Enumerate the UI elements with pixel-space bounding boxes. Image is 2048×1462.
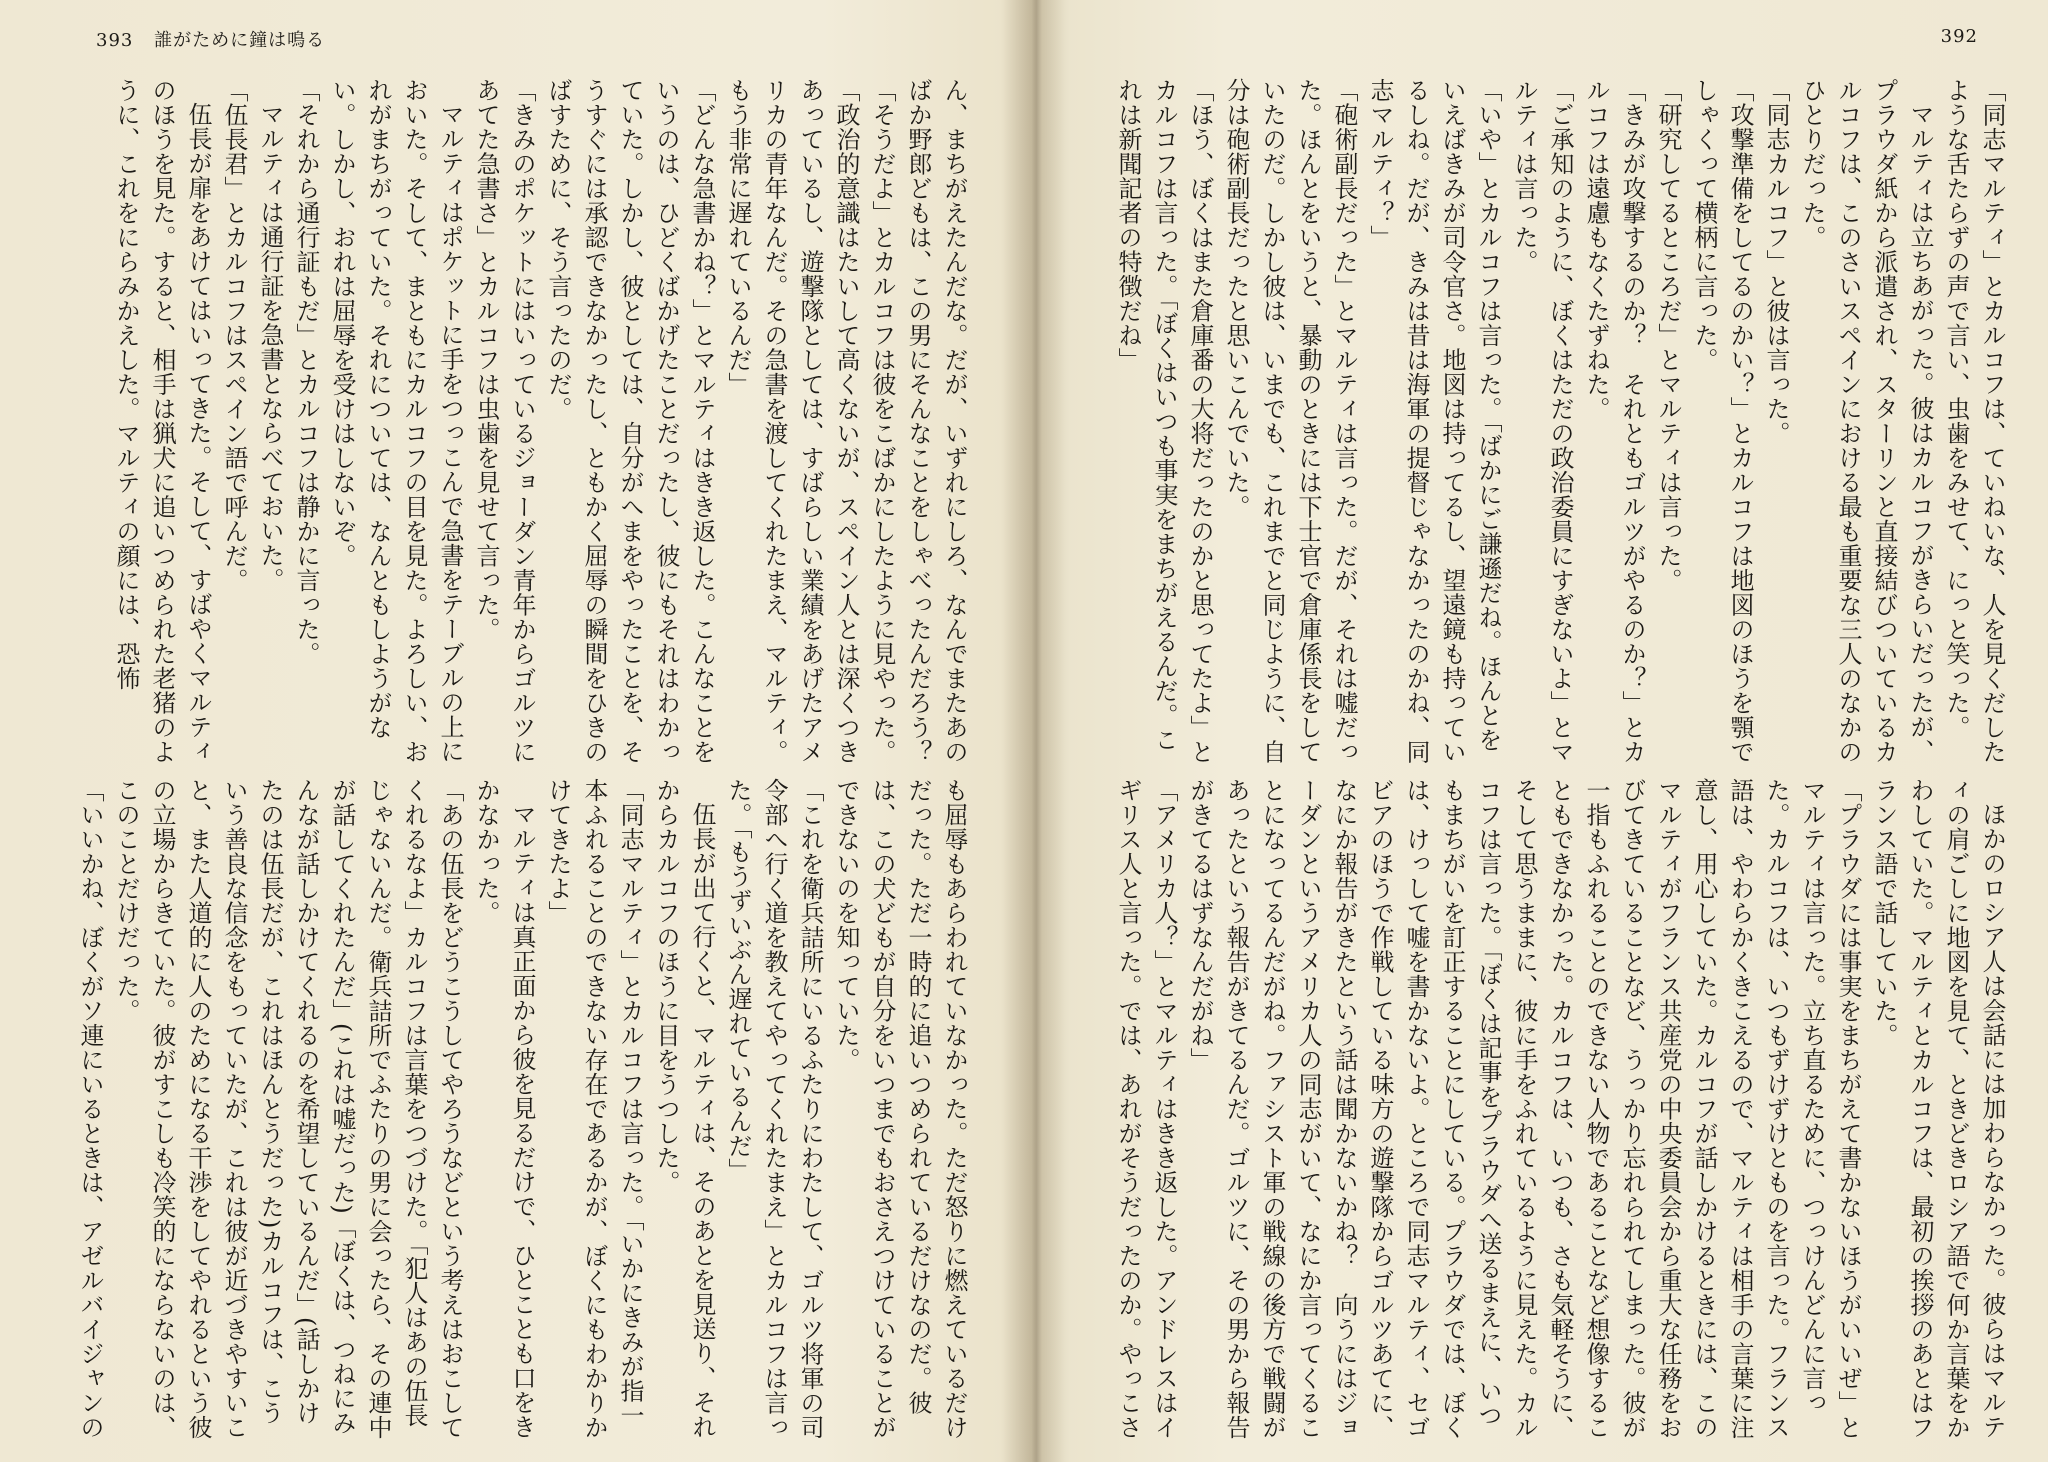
right-page-number: 392	[1940, 26, 1978, 47]
paragraph: マルティは立ちあがった。彼はカルコフがきらいだったが、プラウダ紙から派遣され、スターリンと直接結びついているカルコフは、このさいスペインにおける最も重要な三人のなかのひとりだった。	[1798, 78, 1934, 764]
left-page-lower-text	[70, 778, 972, 1440]
right-page	[1030, 0, 2048, 1462]
paragraph: 「いいかね、ぼくがソ連にいるときは、アゼルバイジャンの	[76, 778, 104, 1440]
paragraph: 「どんな急書かね？」とマルティはきき返した。こんなことをいうのは、ひどくばかげたことだったし、彼にもそれはわかっていた。しかし、彼としては、自分がへまをやったことを、そうすぐには承認できなかったし、ともかく屈辱の瞬間をひきのばすために、そう言ったのだ。	[544, 78, 716, 764]
paragraph: 「そうだよ」とカルコフは彼をこばかにしたように見やった。「政治的意識はたいして高くないが、スペイン人とは深くつきあっているし、遊撃隊としては、すばらしい業績をあげたアメリカの青年なんだ。その急書を渡してくれたまえ、マルティ。もう非常に遅れているんだ」	[724, 78, 896, 764]
paragraph: 「きみが攻撃するのか？ それともゴルツがやるのか？」とカルコフは遠慮もなくたずねた。	[1582, 78, 1646, 764]
running-title: 誰がために鐘は鳴る	[154, 30, 326, 51]
paragraph: 「あの伍長をどうこうしてやろうなどという考えはおこしてくれるなよ」カルコフは言葉をつづけた。「犯人はあの伍長じゃないんだ。衛兵詰所でふたりの男に会ったら、その連中が話してくれたんだ」(これは嘘だった)「ぼくは、つねにみんなが話しかけてくれるのを希望しているんだ」(話しかけたのは伍長だが、これはほんとうだった)カルコフは、こういう善良な信念をもっていたが、これは彼が近づきやすいこと、また人道的に人のためになる干渉をしてやれるという彼の立場からきていた。彼がすこしも冷笑的にならないのは、このことだけだった。	[112, 778, 464, 1440]
right-page-lower-text	[1072, 778, 2010, 1440]
paragraph: 「ご承知のように、ぼくはただの政治委員にすぎないよ」とマルティは言った。	[1510, 78, 1574, 764]
paragraph: 「それから通行証もだ」とカルコフは静かに言った。	[292, 78, 320, 666]
paragraph: 「きみのポケットにはいっているジョーダン青年からゴルツにあてた急書さ」とカルコフは虫歯を見せて言った。	[472, 78, 536, 764]
paragraph: 「これを衛兵詰所にいるふたりにわたして、ゴルツ将軍の司令部へ行く道を教えてやってくれたまえ」とカルコフは言った。「もうずいぶん遅れているんだ」	[724, 778, 824, 1440]
paragraph: 「伍長君」とカルコフはスペイン語で呼んだ。	[220, 78, 248, 593]
paragraph: 「同志カルコフ」と彼は言った。	[1762, 78, 1790, 446]
paragraph: 「研究してるところだ」とマルティは言った。	[1654, 78, 1682, 593]
paragraph: 「同志マルティ」とカルコフは、ていねいな、人を見くだしたような舌たらずの声で言い、虫歯をみせて、にっと笑った。	[1942, 78, 2006, 764]
paragraph: 「アメリカ人？」とマルティはきき返した。アンドレスはイギリス人と言った。では、あれがそうだったのか。やっこさ	[1114, 778, 1178, 1440]
left-page-upper-text	[70, 78, 972, 768]
right-page-upper-text	[1072, 78, 2010, 768]
paragraph: 「いや」とカルコフは言った。「ばかにご謙遜だね。ほんとをいえばきみが司令官さ。地図は持ってるし、望遠鏡も持っているしね。だが、きみは昔は海軍の提督じゃなかったのかね、同志マルティ？」	[1366, 78, 1502, 764]
left-page-header	[96, 26, 325, 52]
paragraph: 伍長が扉をあけてはいってきた。そして、すばやくマルティのほうを見た。すると、相手は猟犬に追いつめられた老猪のように、これをにらみかえした。マルティの顔には、恐怖	[112, 78, 212, 764]
left-page-number: 393	[96, 30, 134, 51]
paragraph: 「プラウダには事実をまちがえて書かないほうがいいぜ」とマルティは言った。立ち直るために、つっけんどんに言った。カルコフは、いつもずけずけとものを言った。フランス語は、やわらかくきこえるので、マルティは相手の言葉に注意し、用心していた。カルコフが話しかけるときには、このマルティがフランス共産党の中央委員会から重大な任務をおびてきていることなど、うっかり忘れられてしまった。彼が一指もふれることのできない人物であることなど想像することもできなかった。カルコフは、いつも、さも気軽そうに、そして思うままに、彼に手をふれているように見えた。カルコフは言った。「ぼくは記事をプラウダへ送るまえに、いつもまちがいを訂正することにしている。プラウダでは、ぼくは、けっして嘘を書かないよ。ところで同志マルティ、セゴビアのほうで作戦している味方の遊撃隊からゴルツあてに、なにか報告がきたという話は聞かないかね？ 向うにはジョーダンというアメリカ人の同志がいて、なにか言ってくることになってるんだがね。ファシスト軍の戦線の後方で戦闘があったという報告がきてるんだ。ゴルツに、その男から報告がきてるはずなんだがね」	[1186, 778, 1862, 1440]
paragraph: も屈辱もあらわれていなかった。ただ怒りに燃えているだけだった。ただ一時的に追いつめられているだけなのだ。彼は、この犬どもが自分をいつまでもおさえつけていることができないのを知っていた。	[832, 778, 968, 1440]
paragraph: ん、まちがえたんだな。だが、いずれにしろ、なんでまたあのばか野郎どもは、この男にそんなことをしゃべったんだろう？	[904, 78, 968, 764]
paragraph: マルティはポケットに手をつっこんで急書をテーブルの上においた。そして、まともにカルコフの目を見た。よろしい、おれがまちがっていた。それについては、なんともしようがない。しかし、おれは屈辱を受けはしないぞ。	[328, 78, 464, 764]
paragraph: マルティは真正面から彼を見るだけで、ひとことも口をきかなかった。	[472, 778, 536, 1439]
paragraph: 伍長が出て行くと、マルティは、そのあとを見送り、それからカルコフのほうに目をうつした。	[652, 778, 716, 1439]
paragraph: 「攻撃準備をしてるのかい？」とカルコフは地図のほうを顎でしゃくって横柄に言った。	[1690, 78, 1754, 764]
paragraph: ほかのロシア人は会話には加わらなかった。彼らはマルティの肩ごしに地図を見て、ときどきロシア語で何か言葉をかわしていた。マルティとカルコフは、最初の挨拶のあとはフランス語で話していた。	[1870, 778, 2006, 1440]
paragraph: 「ほう、ぼくはまた倉庫番の大将だったのかと思ってたよ」とカルコフは言った。「ぼくはいつも事実をまちがえるんだ。これは新聞記者の特徴だね」	[1114, 78, 1214, 764]
paragraph: マルティは通行証を急書とならべておいた。	[256, 102, 284, 592]
paragraph: 「砲術副長だった」とマルティは言った。だが、それは嘘だった。ほんとをいうと、暴動のときには下士官で倉庫係長をしていたのだ。しかし彼は、いまでも、これまでと同じように、自分は砲術副長だったと思いこんでいた。	[1222, 78, 1358, 764]
right-page-header	[1941, 26, 1978, 47]
paragraph: 「同志マルティ」とカルコフは言った。「いかにきみが指一本ふれることのできない存在であるかが、ぼくにもわかりかけてきたよ」	[544, 778, 644, 1440]
